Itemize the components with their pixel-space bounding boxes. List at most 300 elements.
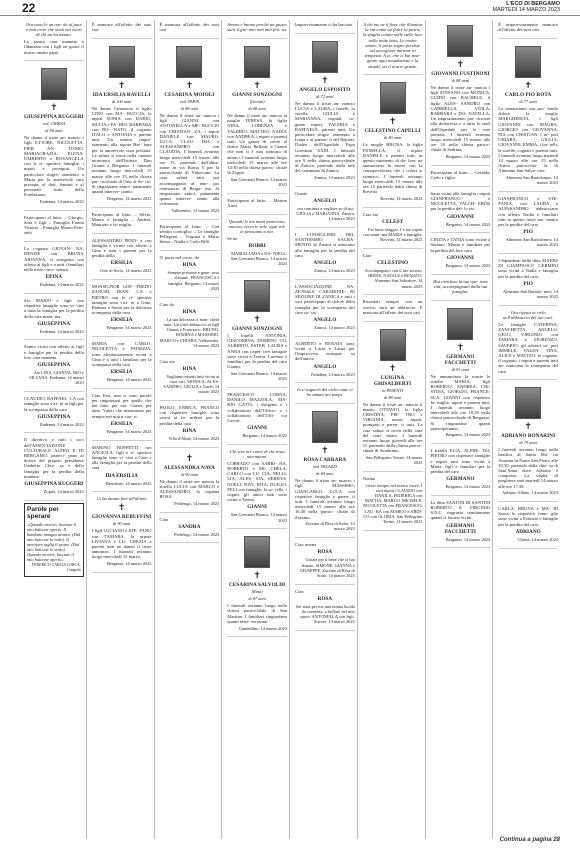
notice-text: Siamo vicini con affetto ai figli e famiglie per la perdita della loro cara mamma. (24, 344, 84, 360)
portrait-photo (244, 280, 270, 312)
notice-date: Bergamo, 14 marzo 2023 (445, 154, 491, 160)
notice-date: Brembate, 14 marzo 2023 (105, 480, 152, 486)
notice-text: Ne danno il triste an- nuncio il marito OTTAVIO, la figlia CRISTINA, PIE- TRO e VIRGINIA, nuore, nipoti, pronipoti e paren- ti tutti. La cara salma si trova nella casa del com- miato. I funerali avranno luogo giovedì alle ore 15 partendo dalla chiesa parroc- chiale di Sombreno. (362, 401, 423, 454)
notice-epigraph: Io ti sognerò del cielo come ci ho amato nei tempi. (297, 387, 353, 398)
notice (92, 282, 152, 337)
notice-text: CARLA, BRUNA e MA- RI Sonia le rispettive fami- glie sono vicini a Fabrizio e famiglie per la perdita del caro (498, 506, 558, 527)
notice-text: Ne danno il triste an- nuncio i figli ETTORE, NICOLETTA, PIER AN- TONIO, MARIAGRAZIA, ELENA, UMBERTO e ROSANGELA con le ri- spettive famiglie, i nipoti e pronipoti. Un particolare ringra- ziamento a Maria per la amorevole cura prestata, al dott. Santini e al personale tutto della Fondazione. (24, 135, 84, 198)
portrait-photo (312, 411, 338, 443)
notice-text: I dipendenti della ditta MAERS DI GIAMPAOLO GERMINI sono vicini a Nadia e famiglia per la perdita del caro (498, 258, 558, 279)
deceased-name: GIANNI SONZOGNI (232, 91, 283, 98)
notice-text: MONSIGNOR GOF- FREDO ZANCHI, BIAN- CA e PIETRO con le ri- spettive famiglie sono vici- ni a Gino, Barbara e Sonia per la dolorosa scomparsa della cara (91, 284, 152, 316)
notice (498, 194, 558, 254)
notice-date: Endenna, 14 marzo 2023 (39, 421, 84, 427)
notice-text: La cognata GIOVAN- NA, DENISE con BRUNA ARIANNA, ci stringono con affetto ai figli e a tutti i familiari nella triste circo- stanza. (24, 246, 84, 272)
notice-name: GERMANO FACCHETTI (444, 522, 476, 535)
notice (431, 20, 491, 166)
notice (24, 435, 84, 500)
cross-icon: ✝ (321, 74, 329, 85)
notice-date: Sei stata per me una nonna lucida da coerenza, a brillare nel mio cuore. ANTONELLA con figli. Sovere, 14 marzo 2023 (295, 603, 355, 625)
deceased-age: di 79 anni (519, 440, 537, 446)
notice-epigraph: A chi me ne il fiore che illumina la via come un finire la fatica, la sfaglia colata nelle stelle luce nella notte buia. Le nostre anime, il porto sogno persiste nel accogliere durante la tempesta. A te, che ci hai inse- gnato ogni inondazione e la strada, sei il nostro grazie. (362, 22, 423, 69)
column-2 (90, 20, 155, 839)
deceased-name: CESARINA SALVOLDI (228, 582, 286, 589)
deceased-name: ROSA CARRARA (303, 457, 347, 464)
notice-name: RINA (182, 365, 197, 372)
notice (160, 357, 220, 402)
notice (295, 20, 355, 34)
notice (24, 244, 84, 294)
notice-text: Lo annunciano con pro- fondo dolore la moglie MARGHERITA, i figli GIOVANNI con MAURA, GIORGIO con GIOVANNA, PIA con CRISTIAN, i ni- poti CHIARA, GIULIA, GIOVANNI, EMMA, i fra- telli, le sorelle, cognati e parenti tutti. I funerali avranno luogo martedì 14 marzo alle ore 15 nella chiesa parrocchia- le di Almenno San Salva- tore. (498, 105, 559, 174)
notice (498, 256, 558, 306)
notice-name: GIUSEPPINA RUGGERI (24, 481, 84, 488)
notice (498, 308, 558, 380)
notice (92, 391, 152, 441)
notice (295, 230, 355, 280)
deceased-name: ANGELO ESPOSITO (299, 86, 351, 93)
notice-name: GIOVANNI (446, 254, 474, 261)
notice-name: RINA (182, 262, 197, 269)
notice (227, 531, 287, 637)
notice-name: ERSILIA (110, 260, 133, 267)
notice (92, 236, 152, 281)
deceased-surname: ved. PALAZZI (312, 464, 337, 470)
notice-date: Vogliamo esserti tutti vicini ai tuoi cari. MONICA, ALES- SANDRO, GIULIA e Gorle, 14 marzo 2023 (163, 373, 220, 395)
notice-date: Zorzino di Riva di Solto, 14 marzo 2023 (305, 521, 355, 532)
notice (160, 300, 220, 355)
notice-text: ALBERTO e RENATA sono vicini a Lucia e Laura per l'improvvisa scompar- sa dell'amico (295, 340, 355, 362)
notice (160, 515, 220, 544)
notice-date: Accompagnaci con il tuo sorriso. IRENE, NATALE e RENATO. Almenno San Salvatore, 14 marzo 2023 (364, 268, 423, 289)
parole-author: FEDERICO GARCIA LORCA, Congedo (32, 562, 81, 572)
deceased-name: CARLO PIO ROTA (504, 91, 552, 98)
notice-epigraph: Ci ha amato fino all'ultimo (96, 496, 147, 502)
notice (227, 275, 287, 388)
notice (498, 382, 558, 502)
notice-date: Grazie per il bene che ci hai donato. SIMONE, GIANNA e GIUSEPPE. Zorzino di Riva di Solto, 14 marzo 2023 (299, 557, 355, 578)
notice (227, 41, 287, 194)
notice-date: Almenno San Bartolo- meo, 14 marzo 2023 (503, 288, 558, 300)
notice-text: Il direttivo e tutti i soci dell'ASSOCIAZIONE CULTURALE ALPINI E DI BERGAMO, parteci- pano al dolore del proprio presidente Umberto Chie- sa e della famiglia per la perdita della mamma (24, 437, 84, 479)
notice (295, 36, 355, 187)
notice-date: Gandellino, 14 marzo 2023 (238, 625, 287, 631)
cross-icon: ✝ (524, 421, 532, 432)
notice-date: ora continua a vegliare su di noi. GIULIA e MARIANNA. Zanica, 14 marzo 2023 (296, 205, 355, 222)
parole-text: «Quando morirò, lasciate il mio balcone aperto. Il bambino mangia arance. (Dal mio balcone lo vedo). Il mietitore taglia il grano. (Dal mio balcone lo sento). Quando morirò, lasciate il mio balcone aperto». (27, 521, 81, 562)
notice-text: Ciao zio (362, 211, 379, 217)
notice (24, 394, 84, 433)
notice-name: IDA ERSILIA (105, 472, 138, 479)
cross-icon: ✝ (321, 445, 329, 456)
deceased-name: IDA ERSILIA RAVELLI (92, 91, 151, 98)
notice-date: Pedrengo, 14 marzo 2023 (174, 500, 220, 506)
notice-text: Ti porto nel cuore, da (159, 255, 200, 261)
publication-name: L'ECO DI BERGAMO (506, 1, 560, 7)
notice-date: San Giovanni Bianco, 14 marzo 2023 (230, 371, 287, 382)
deceased-name: GIANNI SONZOGNI (232, 326, 283, 333)
deceased-surname: (Rina) (251, 589, 263, 595)
portrait-photo (41, 68, 67, 100)
notice-date: Adriano Alfano, 14 marzo 2023 (502, 490, 558, 496)
cross-icon: ✝ (388, 116, 397, 127)
notice (92, 443, 152, 493)
notice-text: Partecipano al lutto: – Giorgio, Sara e figli – Famiglia Farina Vittorio – Famiglia Mauro Pere- zetti (24, 214, 84, 236)
notice-name: ERSILIA (110, 317, 133, 324)
notice-text: Ne danno il triste an- nuncio i figli STEFANO con MONICA, GUIDO con RACHELE, il figlio ALES- SANDRO con GABRIELLA, VIOLA, BARBARA e DO- NATELLA. Un ringraziamento par- ticolare alla dottoressa e a tutto lo staff dell'Ospedale per le cure prestate. I funerali avranno luogo mercoledì 15 marzo alle ore 10 nella chiesa parroc- chiale di Sedrina. (430, 85, 491, 153)
notice-name: GIUSEPPINA (37, 320, 71, 327)
notice-text: Improvvisamente ci ha lasciato (295, 22, 353, 27)
deceased-age: di 72 anni (316, 93, 334, 99)
deceased-age: di 88 anni (180, 105, 199, 111)
notice (498, 41, 558, 192)
notice-name: GIOVANNI (446, 213, 474, 220)
notice (24, 342, 84, 392)
notice-epigraph: Quando le tue mani muoviono, ancora, verso le sole, ogni vol- te pensiamo a noi. (228, 218, 286, 235)
deceased-age: di 96 anni (45, 128, 63, 134)
notice-text: Partecipano al lutto: – Con sentito cordoglio: – Le famiglie Pellegrini – Virginia e Mario Sessa – Nadia e Carlo Biffi (159, 223, 220, 245)
notice-text: La nostra cara mamma e fidanzata con i figli ne gioite il nostro amato papà. (24, 39, 84, 55)
notice-text: I funerali avranno luogo nella basilica di Santa Ma- ria Assunta in Ponte San Pietro alle 10.30, partendo dalla chie- sa di Sant'Anna dove Adriano è composto. La veglia di preghiera sarà martedì 14 marzo alle ore 17.30. (498, 447, 558, 489)
parole-title: Parole per sperare (27, 505, 59, 520)
deceased-age: di 90 anni (112, 521, 131, 527)
notice-text: ALESSANDRO PENN- a con famiglia è vicino con affetto a Gino e tutti i parenti per la perdita della (91, 237, 152, 259)
notice-name: ERSILIA (110, 369, 133, 376)
notice-epigraph: Ora riposa in cielo nell'abbraccio del tuo cari. (503, 309, 554, 320)
notice (295, 282, 355, 337)
notice (24, 213, 84, 242)
notice-date: San Giovanni Bianco, 14 marzo 2023 (230, 176, 287, 188)
notice-date: Bergamo, 14 marzo 2023 (106, 325, 152, 331)
notice-text: Ciao da (159, 301, 174, 307)
notice-text: Ne annunciano la morte le sorelle MARIA, figli ROBERTO, ANDREA, CRI- STINA, GIORGIO, FRANCE- SCA, GIANNI con rispettive fa- miglie, nipoti e parenti tutti. I funerali avranno luogo mercoledì alle ore 10.30 nella chiesa parrocchiale di Bergamo. Si ringraziano quanti parteciperanno. (430, 373, 491, 431)
notice-text: CINZIA e TANIA sono vicine a Stefano, Monia e familiari per la perdita del loro caro (430, 237, 491, 253)
notice-text: I fratelli ANTONIA, GIACOMINA, DOMENI- CO, ALBERTO, ESTER, LAURA e ANNA con rispet- tive famiglie sono vicini a Teresa, Lorenzo e familiari per la perdita del caro Gianni. (227, 333, 287, 370)
deceased-age: di 84 anni (316, 471, 334, 477)
notice-date: San Pellegrino Terme, 14 marzo 2023 (365, 455, 423, 466)
parole-box (24, 503, 84, 577)
notice-date: Bergamo, 14 marzo 2023 (106, 428, 152, 434)
deceased-age: di 90 anni (180, 471, 199, 477)
notice-name: ANGELO (313, 260, 337, 267)
notice-text: Ciao nonna (295, 542, 317, 548)
column-5 (293, 20, 358, 839)
notice-epigraph: Amato e buono perché un giusto sarà il gio- nno non mai fini- sa. (227, 22, 287, 33)
notice-name: GERMANO (446, 476, 475, 483)
masthead (493, 1, 560, 13)
notice-date: San Giovanni Bianco, 14 marzo 2023 (230, 512, 287, 523)
notice-date: Endenna, 14 marzo 2023 (39, 282, 84, 288)
notice-text: FRANCESCO CORNA, DANILO MAZZOLA, MA- RIO GATTI, i dirigenti e i collaboratori dell'Ufficio e i collaboratori dell'Uffi- cio Lavori. (227, 391, 287, 423)
deceased-surname: in PESENTI (382, 387, 404, 393)
notice (227, 196, 287, 215)
notice (227, 20, 287, 39)
notice-name: ROBBI (248, 242, 266, 249)
column-1 (22, 20, 87, 839)
notice (24, 296, 84, 341)
notice-text: Zio MARIO e figli con rispettive famiglie sono vi- cini a tutta la famiglia per la perdita della cara mam- ma. (24, 297, 84, 319)
notice (295, 385, 355, 404)
notice-date: Sempre presente e gene- roso d'animo. FRANCESCA e famiglia. Bergamo, 14 marzo 2023 (167, 270, 220, 291)
continued-note: Continua a pagina 28 (499, 837, 560, 843)
notice-text: Ciao (295, 588, 304, 594)
deceased-age: di 91 anni (451, 366, 470, 372)
cross-icon: ✝ (253, 79, 261, 90)
notice-text: Ne danno il triste an- nuncio la sorella LUCIA con MARCO e ALESSANDRO, la cognata ROSA. (159, 478, 220, 500)
notice-text: Sono vicini alla famiglia i nipoti GIANFRANCO e NICOLETTA, VALCH- ERINI per la perdita del- lo zio (430, 190, 491, 212)
portrait-photo (380, 82, 406, 114)
notice (295, 540, 355, 585)
notice-date: Bergamo, 14 marzo 2023 (106, 377, 152, 383)
notice (160, 450, 220, 513)
notice-date: Zia LINA, GIANNA, RIO e SILVANA. Endenna, 14 marzo 2023 (29, 370, 84, 386)
notice-date: MARIALUIZIA e DA- NIELE. San Giovanni Bianco, 14 marzo 2023 (230, 250, 287, 267)
notice-date: Endenna, 14 marzo 2023 (39, 199, 84, 205)
column-8 (496, 20, 560, 839)
notice (363, 474, 423, 531)
portrait-photo (176, 46, 202, 78)
notice-date: Almenno San Bartolomeo, 14 marzo 2023 (505, 175, 558, 186)
notice-date: Bergamo, 14 marzo 2023 (445, 221, 491, 227)
notice (160, 403, 220, 448)
notice (498, 504, 558, 549)
portrait-photo (109, 46, 135, 78)
notice (498, 20, 558, 39)
deceased-age: di 68 anni (248, 105, 266, 111)
cross-icon: ✝ (185, 79, 194, 90)
column-6 (361, 20, 426, 839)
notice-name: PIO (523, 280, 533, 287)
portrait-photo (244, 536, 270, 568)
deceased-name: ALESSANDRA NAVA (163, 464, 216, 471)
notice-text: Ciao (362, 252, 372, 258)
notice-text: I fratelli ELIA, ALFRE- DO, PIETRO con rispettive famiglie e nipoti tutti sono vicini a Maria, figli e familiari per la perdita del caro (430, 448, 491, 474)
notice (92, 210, 152, 234)
notice-text: Ciao (159, 516, 169, 522)
notice (24, 63, 84, 211)
notice-text: Partecipano al lutto: – Geralda, Carlo e figlia (430, 169, 491, 181)
notice-text: Ricordati sempre con un sorriso, sarà un abbraccio. È mancata all'affetto dei suoi cari (362, 299, 423, 315)
notice-text: Ne danno il triste an- nuncio LUCIA e LAURA, i fratelli, la sorella, GIULIA e MARIANNA, cognati, co- gnate, nipoti, VALERIA e RAFFAELE, parenti tutti. Un particolare ringra- ziamento a Ivana e ai pazien- ti del Reparto Dialisi dell'Ospedale Papa Giovanni XXIII. I funerali avranno luogo mercoledì alle ore 9 nella chiesa parrocchiale di Zanica, partendo dalla sala del commiato di Zanica. (295, 100, 355, 174)
deceased-name: ADRIANO BONARINI (501, 433, 556, 440)
notice (24, 20, 84, 61)
notice (160, 20, 220, 39)
deceased-age: di 88 anni (383, 394, 402, 400)
cross-icon: ✝ (117, 79, 126, 90)
notice-date: Bergamo, 14 marzo 2023 (445, 484, 491, 490)
notice-text: CLAUDIO, RAFFAEL- LA con famiglie sono vici- ni ai figli per la scomparsa della cara (24, 396, 84, 412)
notice-text: Ne danno il triste an- nuncio i figli GIANNI con ANTONELLA e ME- RUCCIO con CRISTIAN- ZA, i nipoti DANIELE con MAURO, LUCA, CLAU- DIA e ALESSANDRO con CLAUDIA. I funerali avranno luogo mercoledì 15 marzo alle ore 15, partendo dall'abita- zione in via Roma 5 per la parrocchiale di Vimercate. La cara salma sarà poi accompagnata al tem- pio crematorio di Berga- mo. Si ringraziano antici- patamente quanti interver- ranno alla cerimonia. (159, 112, 220, 207)
notice-name: ROSA (317, 549, 333, 556)
notice-name: RINA (182, 427, 197, 434)
notice (295, 406, 355, 538)
notice-date: Bergamo, 14 marzo 2023 (445, 262, 491, 268)
portrait-photo (447, 308, 473, 340)
notice-text: Partecipano al lutto: – Silvio, Mauro e famiglia – Andrea, Maurizio e fa- miglia (91, 211, 152, 227)
notice (160, 41, 220, 220)
notice-text: È improvvisamente mancato all'affetto dei suoi cari (498, 22, 558, 33)
obituary-columns (22, 20, 560, 839)
notice-text: Ne danno il triste an- nuncio i figli MASSIMO, GIANCARLO, LUCA con rispettive famiglie e paren- ti tutti. I funerali avranno luogo mercoledì 15 marzo alle ore 16.30 nella parroc- chiale di Zorzino. (295, 478, 355, 520)
notice-name: GIANNI (247, 504, 267, 511)
deceased-age: di 88 anni (451, 78, 470, 83)
notice (431, 446, 491, 496)
notice-text: Nonna (362, 475, 375, 481)
notice-text: PAOLO, ENRICA, FRANCO con rispettive famiglie sono vicini ai fa- miliari per la perdita della cara (159, 405, 220, 426)
notice-name: ANGELO (313, 197, 337, 204)
notice-text: La moglie BRUNA, la figlia FIORELLA, il nipote DANIELE e parenti tutti, in questo momento di do- lore, ne annunciano la morte con la consapevolezza che i colori si svanisco. I funerali avranno luogo mercoledì 15 marzo alle ore 15 partendo dalla chiesa di Rovetta. (362, 142, 423, 195)
notice-text: È mancata all'affetto dei suoi cari (159, 22, 220, 33)
notice (295, 189, 355, 228)
notice-name: ANGELO (313, 363, 337, 370)
notice-name: EPINA (45, 274, 63, 281)
notice (92, 41, 152, 208)
notice-epigraph: Ora sono lo un ren- do al pace e mai certe che sioni nei cuori di chi mi ha amato. (25, 22, 83, 38)
notice-date: Fai buon viaggio. Le tue nipoti con mam- ma MARIA e famiglie. Rovetta, 14 marzo 2023 (362, 226, 423, 243)
deceased-name: GIUSEPPINA RUGGERI (24, 114, 84, 121)
notice (431, 277, 491, 301)
notice-date: Valbrembo, 14 marzo 2023 (171, 208, 220, 214)
notice-text: Ne danno l'annuncio il figlio GINO con MA- RUCCIA, le nipoti SONIA con DARIO, SILVIA e FA- BIO, BARBARA con RO- NATO, il cognato ITALO e ANTONIA e parenti tutti. Un sentito ringra- ziamento alla nipote Bar- bara per la amorevole cura prestata. La salma si trova nella camera mortuaria dell'Istituto Don Orione a Bergamo. I funerali avranno luogo mercoledì 15 marzo alle ore 15 nella chiesa par- rocchiale di Orio al Se- rio. Si ringraziano antici- patamente quanti interver- ranno. (91, 105, 152, 195)
notice-text: Se ne (227, 235, 238, 241)
notice (227, 217, 287, 273)
notice-name: GIUSEPPINA (37, 362, 71, 369)
notice-date: Bergamo, 14 marzo 2023 (445, 536, 491, 542)
notice (363, 77, 423, 207)
portrait-photo (244, 46, 270, 78)
notice-text: Grazie (295, 190, 308, 196)
notice (295, 339, 355, 384)
page-number: 22 (22, 1, 36, 15)
notice (431, 168, 491, 187)
portrait-photo (380, 329, 406, 361)
notice-date: Bergamo, 14 marzo 2023 (242, 433, 287, 439)
column-3 (158, 20, 223, 839)
notice-date: Zanica, 14 marzo 2023 (314, 325, 355, 330)
notice (363, 210, 423, 249)
deceased-name: LUIGINA GHISALBERTI (374, 374, 412, 387)
notice-name: SANDRA (178, 523, 201, 530)
notice-date: Zanica, 14 marzo 2023 (314, 175, 355, 181)
notice-date: Villa d'Almè, 14 marzo 2023 (168, 435, 220, 441)
cross-icon: ✝ (50, 102, 58, 113)
notice-name: CELESTINO (377, 260, 409, 267)
notice (160, 222, 220, 251)
notice (363, 297, 423, 321)
cross-icon: ✝ (185, 452, 194, 463)
notice-date: Chiesa, 14 marzo 2023 (517, 536, 558, 542)
deceased-age: di 80 anni (383, 135, 402, 141)
notice-name: RINA (182, 308, 197, 315)
notice-name: PIO (523, 229, 533, 236)
notice (431, 189, 491, 234)
notice-date: Bergamo, 14 marzo 2023 (106, 561, 152, 567)
notice-text: I CONSIGLIERI DEL SANTISSIMO SACRA- MENTO di Zanica si uniscono alla famiglia per la perdita del caro (295, 232, 355, 258)
notice-name: CELEST (382, 218, 404, 225)
notice (431, 235, 491, 274)
notice-date: Bergamo, 14 marzo 2023 (106, 195, 152, 201)
deceased-age: di 77 anni (519, 98, 537, 104)
cross-icon: ✝ (117, 502, 126, 513)
column-7 (429, 20, 494, 839)
notice-text: GIANFRANCO e STE- FANIA, con LAURA e ALESSANDRO abbracciano con affetto Nadia e familiari tutti in questo triste mo- mento per la perdita del caro (498, 195, 558, 227)
deceased-name: CELESTINO CAPELLI (364, 128, 421, 135)
deceased-surname: (Gianni) (249, 98, 265, 104)
portrait-photo (515, 387, 541, 419)
notice-text: Ciao Ersi, non ci sono parole per ringraziarti per quello che hai fatto per noi. Grazie per tutto. Valeri che rimarranno per sempre nei nostri cuo- ri. (91, 392, 152, 419)
notice-date: Paladina, 14 marzo 2023 (311, 371, 355, 377)
notice-text: Ne danno il triste an- nuncio la moglie TERESA, la figlia NINA, LORENZA e VALERIO, MATTEO, NADIA con ANDREA, i nipoti e parenti tutti. Un grazie di cuore al dottor Mario Bellotti, a Gianni che non si è mai stancato di amarci. I funerali avranno luogo mercoledì 15 marzo alle ore 14:30 nella chiesa parroc- chiale di Zogno. (227, 112, 287, 176)
notice-epigraph: Chi vive nel cuore di chi resta non muore. (229, 448, 285, 460)
notice-epigraph: Hai concluso la tua ope- rosa vita, accompagnato dalla tua famiglia. (433, 278, 488, 294)
deceased-age: di 100 anni (111, 98, 132, 104)
notice-name: GIUSEPPINA (37, 413, 71, 420)
cross-icon: ✝ (456, 341, 465, 352)
notice-text: La ditta SANTINI DI SANTINI ROBERTO E VIRGINIO S.N.C. ringrazia sentitamente quanti ci furono vicini. (430, 499, 491, 521)
notice (431, 498, 491, 549)
notice (92, 339, 152, 389)
notice-name: ERSILIA (110, 420, 133, 427)
cross-icon: ✝ (524, 79, 532, 90)
notice (431, 303, 491, 444)
notice (92, 494, 152, 573)
notice-date: Almenno San Bartolomeo, 14 marzo 2023 (505, 237, 558, 248)
notice-date: Pedrengo, 14 marzo 2023 (174, 531, 220, 537)
notice-date: Zogno, 14 marzo 2023 (43, 489, 84, 495)
notice (363, 20, 423, 75)
deceased-age: di 87 anni (248, 596, 266, 602)
portrait-photo (447, 25, 473, 57)
notice-text: Ciao zia (159, 358, 175, 364)
notice-text: Le famiglie CATERINA, ZANCHETTA, ANGELO, GELO, VIRGINIO con TAMARA e FIORENZO, SAVERIO, gli adorati ni- poti IMMELE, VALEN- TINA, ALICE e MATTEO, le cognate, il cognato, i nipoti e parenti tutti an- nunciano la scomparsa del caro (498, 321, 558, 374)
notice-date: Rovetta, 14 marzo 2023 (380, 195, 423, 201)
notice-name: ROSA (317, 595, 333, 602)
notice-name: GIANNI (247, 425, 267, 432)
notice-text: Partecipano al lutto: – Marino Armi (227, 197, 287, 208)
notice-text: L'ASSOCIAZIONE NA- ZIONALE CARABINIE- RI SEZIONE DI ZANICA e tutti i soci partecipano al dolore della famiglia per la scomparsa del caro so- cio (295, 283, 355, 315)
deceased-name: GIOVANNA REBUFFINI (91, 514, 152, 521)
deceased-name: GIOVANNI FUSTINONI (431, 71, 490, 77)
cross-icon: ✝ (253, 570, 261, 581)
notice (160, 253, 220, 298)
notice-text: È mancata all'affetto dei suoi cari (91, 22, 152, 33)
notice (92, 20, 152, 39)
notice-date: vivrai sempre nel nostro cuore. I tuoi nipoti CLAUDIO con DANILA, FEDERICA con MATTIA, MARCO, MICHELE, NICOLETTA con FRANCESCO, LAU- RA con MARCO e ARDI- CO con GLORIA. San Pellegrino Terme, 14 marzo 2023 (362, 482, 423, 525)
notice (363, 324, 423, 472)
cross-icon: ✝ (388, 362, 397, 373)
cross-icon: ✝ (253, 314, 261, 325)
deceased-surname: ved. PAPIS (179, 98, 199, 104)
notice-text: MARIA con CARLO, NICOLETTA e PATRIZIA, sono affettuosamente vicini a Gino e a tutti i familiari per la scomparsa della cara (91, 341, 152, 367)
notice-text: CORRADO con SABRI- NA, ROBERTO e MI- CHELA, CARLO con LU- CIA, NELLI, LIA, ALES- SIA, SERENA, NOELI, NIVI, RITA, DUILIO, FELI con famiglie, le so- relle, i cugini, gli amici tutti sono vicini a Teresa. (227, 460, 287, 503)
portrait-photo (515, 46, 541, 78)
notice-date: Endenna, 14 marzo 2023 (39, 328, 84, 334)
portrait-photo (312, 41, 338, 73)
notice-text: MARINO BOFFETTI con ANGIOLA, figli e ri- spettive famiglie sono vi- cini a Gino e alla famiglia per la perdita della cara (91, 444, 152, 471)
cross-icon: ✝ (456, 59, 465, 69)
notice-date: La tua dolcezza ci man- cherà tutta. Un forte abbraccio ai figli Gianni e Francesco. BRUNO, ROMINA e MASSIMO, MARCO e CHIARA. Valbrembo, 14 marzo 2023 (159, 316, 220, 348)
deceased-name: GERMANO FACCHETTI (444, 353, 477, 366)
notice (227, 447, 287, 529)
notice (363, 251, 423, 296)
notice-date: Bergamo, 14 marzo 2023 (445, 432, 491, 438)
issue-date: MARTEDÌ 14 MARZO 2023 (492, 7, 560, 13)
notice-name: ANGELO (313, 317, 337, 323)
notice (227, 390, 287, 445)
notice-date: Orio al Serio, 14 marzo 2023 (100, 268, 152, 274)
page-header (0, 0, 580, 16)
notice-date: Zanica, 14 marzo 2023 (314, 268, 355, 274)
notice-name: ADRIANO (515, 528, 541, 535)
